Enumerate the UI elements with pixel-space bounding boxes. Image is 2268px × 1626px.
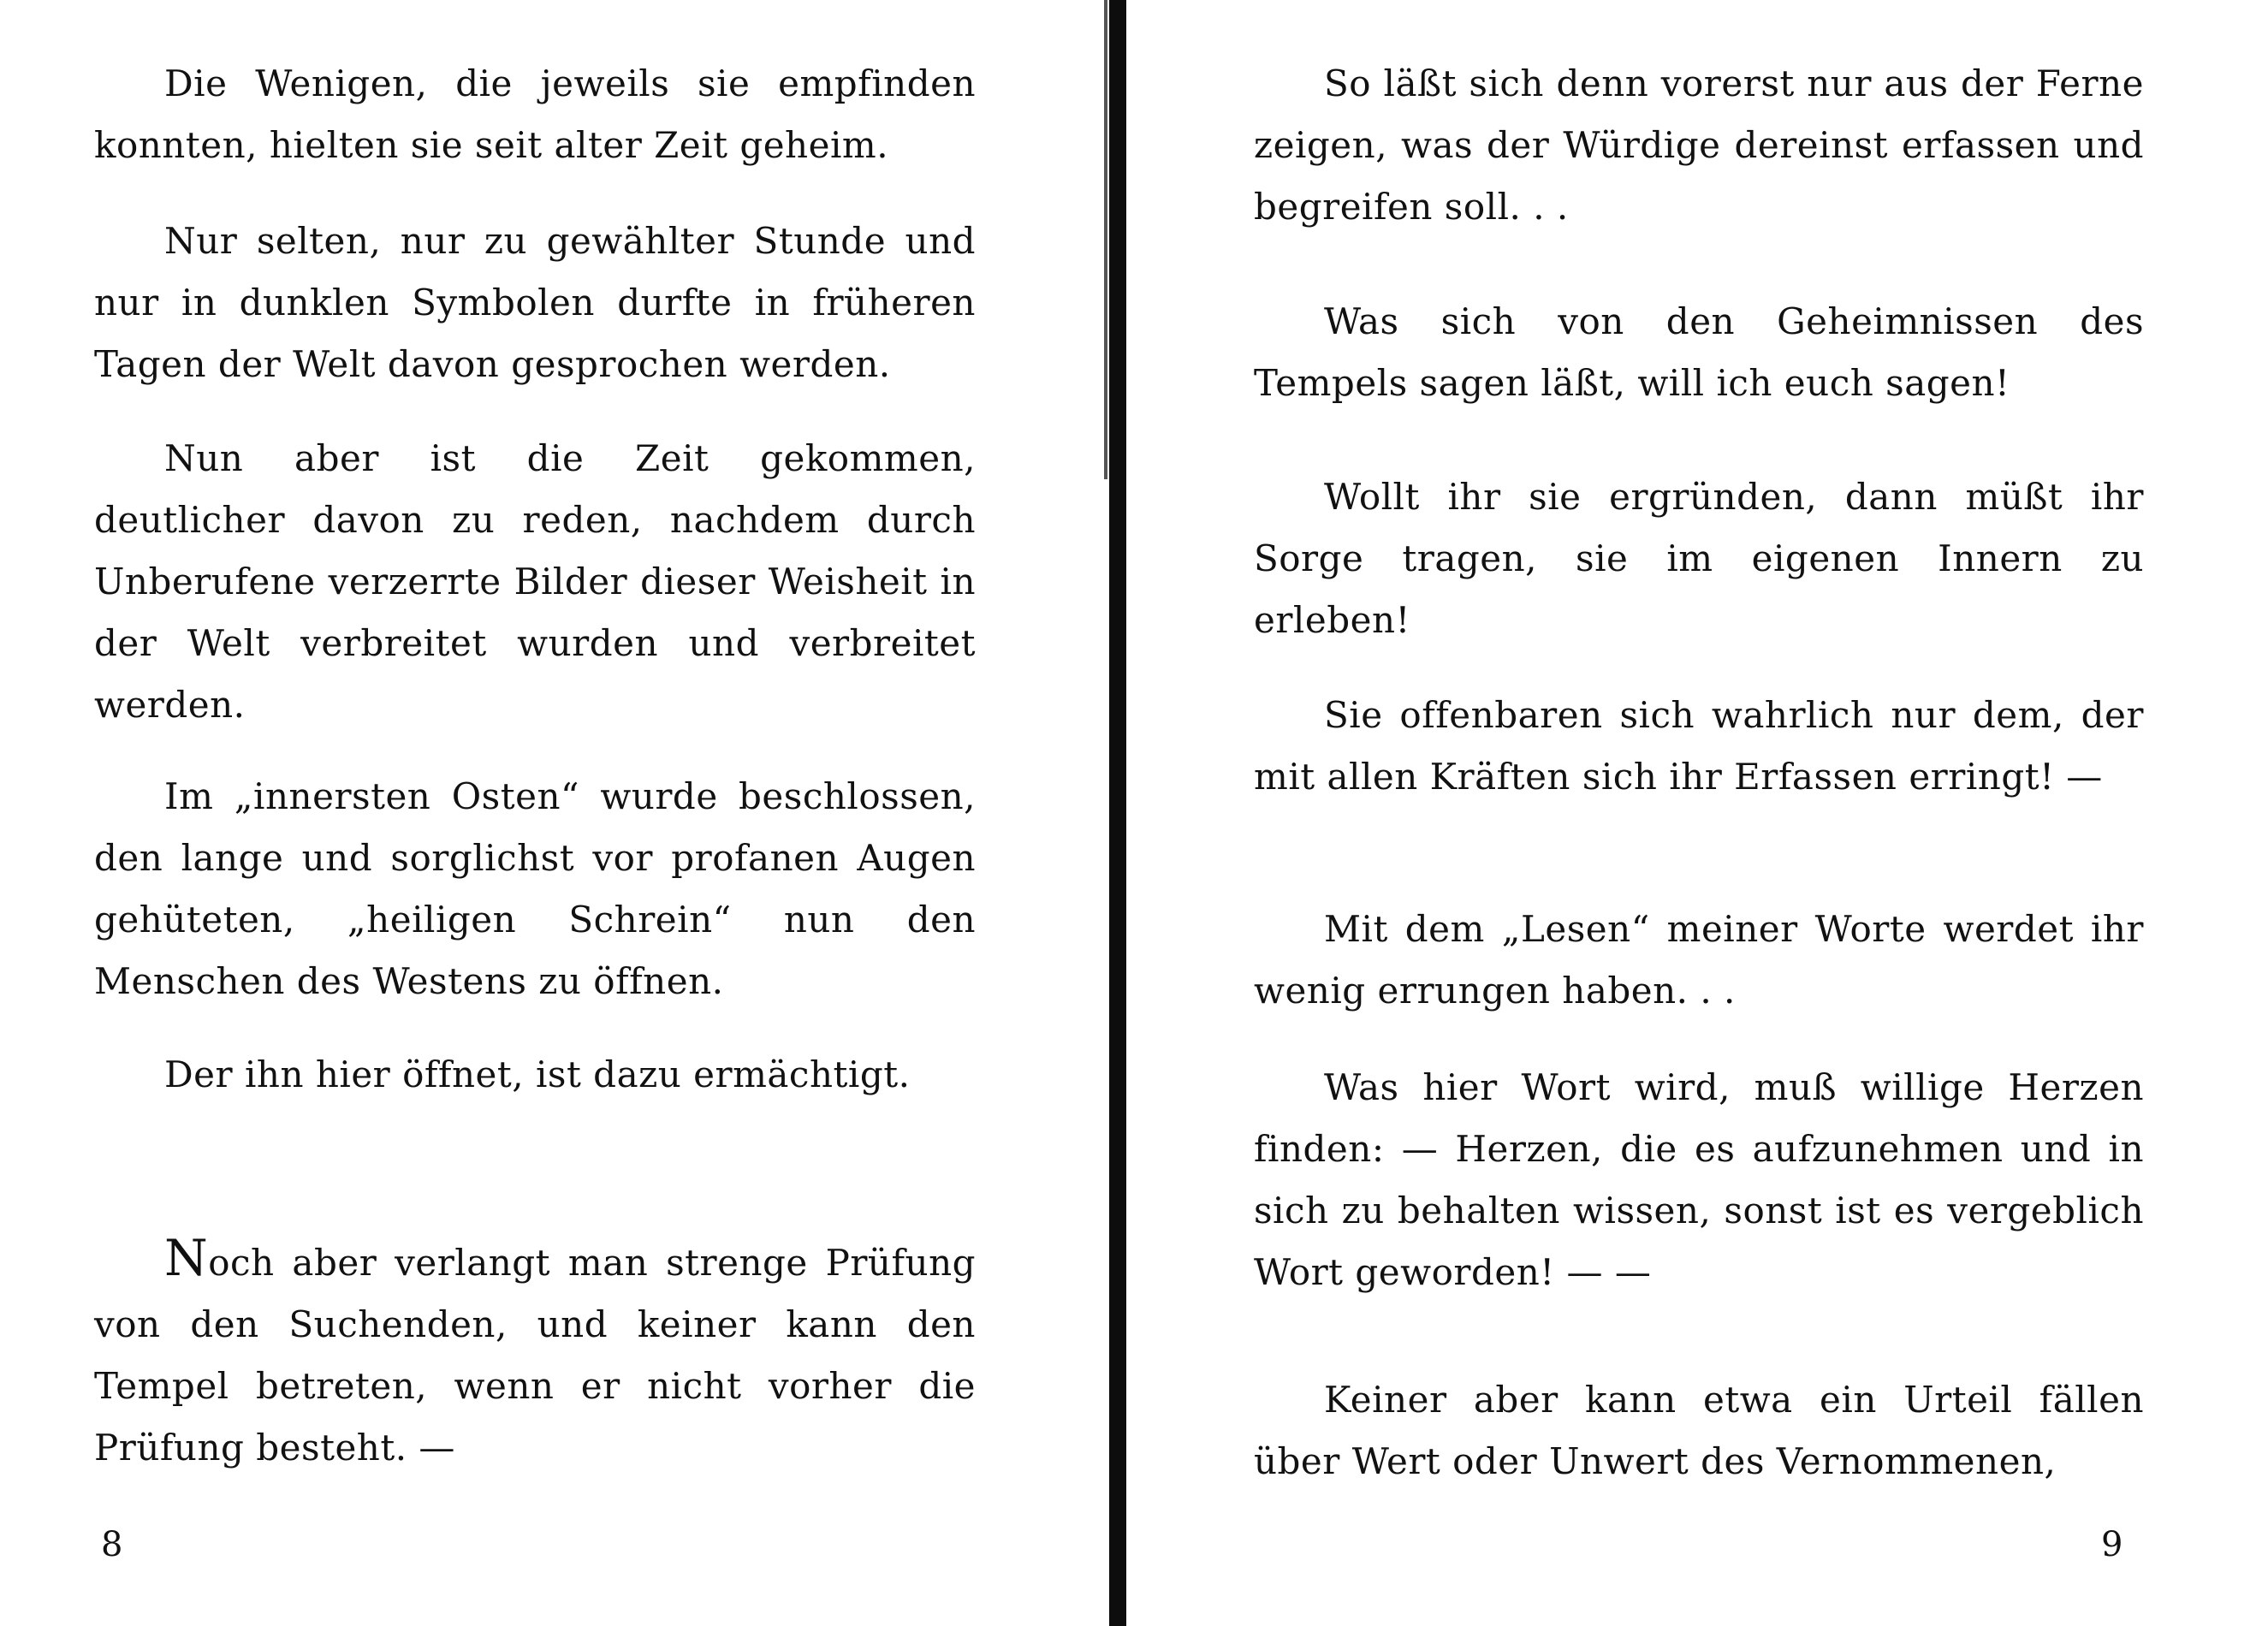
page-number-right: 9: [2101, 1525, 2123, 1564]
left-paragraph-3: Nun aber ist die Zeit gekommen, deutlicher davon zu reden, nachdem durch Unberufene verzerrte Bilder dieser Weisheit in der Welt verbreitet wurden und verbreitet werden.: [94, 437, 976, 726]
page-number-left: 8: [101, 1525, 123, 1564]
right-paragraph-3: Wollt ihr sie ergründen, dann müßt ihr Sorge tragen, sie im eigenen Innern zu erleben!: [1254, 476, 2144, 641]
right-paragraph-1: So läßt sich denn vorerst nur aus der Ferne zeigen, was der Würdige dereinst erfassen und begreifen soll. . .: [1254, 62, 2144, 228]
left-paragraph-6: [94, 1229, 976, 1479]
right-paragraph-4: Sie offenbaren sich wahrlich nur dem, der mit allen Kräften sich ihr Erfassen erringt! —: [1254, 694, 2144, 798]
left-paragraph-4: Im „innersten Osten“ wurde beschlossen, den lange und sorglichst vor profanen Augen gehüteten, „heiligen Schrein“ nun den Menschen des Westens zu öffnen.: [94, 775, 976, 1002]
right-page: [1130, 0, 2268, 1626]
gutter-shadow: [1104, 0, 1107, 479]
right-paragraph-6: Was hier Wort wird, muß willige Herzen finden: — Herzen, die es aufzunehmen und in sich zu behalten wissen, sonst ist es vergeblich Wort geworden! — —: [1254, 1066, 2144, 1293]
right-paragraph-7: Keiner aber kann etwa ein Urteil fällen über Wert oder Unwert des Vernommenen,: [1254, 1379, 2144, 1482]
right-paragraph-2: Was sich von den Geheimnissen des Tempels sagen läßt, will ich euch sagen!: [1254, 300, 2144, 404]
left-paragraph-6-text: och aber verlangt man strenge Prüfung von den Suchenden, und keiner kann den Tempel betreten, wenn er nicht vorher die Prüfung besteht. —: [94, 1242, 976, 1469]
left-page: [0, 0, 1113, 1626]
left-paragraph-1: Die Wenigen, die jeweils sie empfinden konnten, hielten sie seit alter Zeit geheim.: [94, 62, 976, 166]
right-paragraph-5: Mit dem „Lesen“ meiner Worte werdet ihr wenig errungen haben. . .: [1254, 908, 2144, 1012]
book-gutter: [1109, 0, 1126, 1626]
left-paragraph-5: Der ihn hier öffnet, ist dazu ermächtigt.: [164, 1053, 911, 1095]
initial-letter: N: [164, 1229, 209, 1287]
left-paragraph-2: Nur selten, nur zu gewählter Stunde und nur in dunklen Symbolen durfte in früheren Tagen der Welt davon gesprochen werden.: [94, 220, 976, 385]
